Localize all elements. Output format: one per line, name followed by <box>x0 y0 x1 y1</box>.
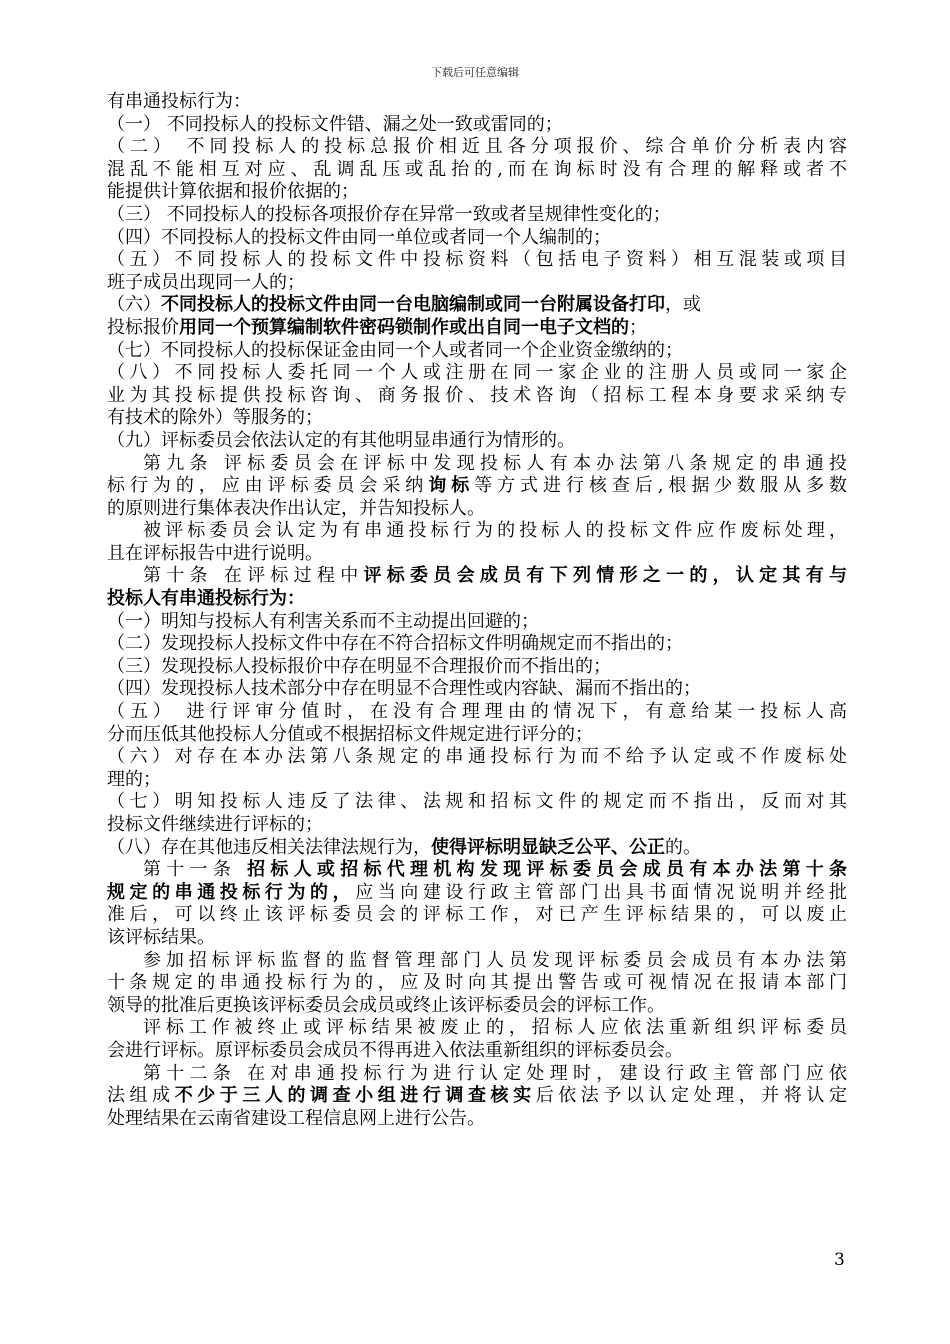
bold-text-run: 用同一个预算编制软件密码锁制作或出自同一电子文档的 <box>179 316 629 338</box>
text-run: 十条规定的串通投标行为的，应及时向其提出警告或可视情况在报请本部门 <box>107 972 847 994</box>
text-line <box>107 475 847 498</box>
text-run: 法组成 <box>107 1085 175 1107</box>
text-line <box>107 453 847 476</box>
text-run: ，或 <box>665 294 701 316</box>
text-line <box>107 1108 847 1131</box>
text-line <box>107 859 847 882</box>
text-line <box>107 340 847 363</box>
bold-text-run: 询标 <box>428 475 475 497</box>
text-line <box>107 656 847 679</box>
bold-text-run: 不同投标人的投标文件由同一台电脑编制或同一台附属设备打印 <box>161 294 665 316</box>
text-line <box>107 1063 847 1086</box>
text-line <box>107 611 847 634</box>
text-line <box>107 362 847 385</box>
text-run: 班子成员出现同一人的； <box>107 271 305 293</box>
text-line <box>107 114 847 137</box>
document-body <box>107 91 847 1130</box>
text-run: （三） 不同投标人的投标各项报价存在异常一致或者呈规律性变化的； <box>107 203 671 225</box>
text-line <box>107 927 847 950</box>
text-run: 准后，可以终止该评标委员会的评标工作，对已产生评标结果的，可以废止 <box>107 904 847 926</box>
text-line <box>107 159 847 182</box>
text-line <box>107 972 847 995</box>
text-line <box>107 837 847 860</box>
bold-text-run: 不少于三人的调查小组进行调查核实 <box>174 1085 536 1107</box>
text-line <box>107 950 847 973</box>
text-run: 分而压低其他投标人分值或不根据招标文件规定进行评分的； <box>107 723 593 745</box>
text-line <box>107 724 847 747</box>
text-run: （五）不同投标人的投标文件中投标资料（包括电子资料）相互混装或项目 <box>107 249 847 271</box>
text-line <box>107 181 847 204</box>
bold-text-run: 投标人有串通投标行为： <box>107 588 305 610</box>
text-run: 业为其投标提供投标咨询、商务报价、技术咨询（招标工程本身要求采纳专 <box>107 384 847 406</box>
text-run: （一）明知与投标人有利害关系而不主动提出回避的； <box>107 610 539 632</box>
text-run: （七）不同投标人的投标保证金由同一个人或者同一个企业资金缴纳的； <box>107 339 683 361</box>
text-line <box>107 520 847 543</box>
bold-text-run: 规定的串通投标行为的， <box>107 881 356 903</box>
text-line <box>107 791 847 814</box>
text-run: 第十一条 <box>143 859 248 881</box>
text-run: 理的； <box>107 768 161 790</box>
text-run: 等方式进行核查后,根据少数服从多数 <box>474 475 847 497</box>
text-line <box>107 204 847 227</box>
text-run: 混乱不能相互对应、乱调乱压或乱抬的,而在询标时没有合理的解释或者不 <box>107 158 847 180</box>
text-line <box>107 701 847 724</box>
text-line <box>107 588 847 611</box>
text-run: 的。 <box>665 836 701 858</box>
text-line <box>107 633 847 656</box>
text-run: （八）不同投标人委托同一个人或注册在同一家企业的注册人员或同一家企 <box>107 362 847 384</box>
text-line <box>107 678 847 701</box>
text-run: 领导的批准后更换该评标委员会成员或终止该评标委员会的评标工作。 <box>107 994 665 1016</box>
text-run: 评标工作被终止或评标结果被废止的，招标人应依法重新组织评标委员 <box>143 1017 847 1039</box>
text-run: （一） 不同投标人的投标文件错、漏之处一致或雷同的； <box>107 113 563 135</box>
text-run: （七）明知投标人违反了法律、法规和招标文件的规定而不指出，反而对其 <box>107 791 847 813</box>
text-run: 第九条 评标委员会在评标中发现投标人有本办法第八条规定的串通投 <box>143 452 847 474</box>
bold-text-run: 招标人或招标代理机构发现评标委员会成员有本办法第十条 <box>247 859 847 881</box>
text-line <box>107 136 847 159</box>
text-line <box>107 995 847 1018</box>
text-run: 且在评标报告中进行说明。 <box>107 542 323 564</box>
page-number: 3 <box>834 1250 845 1270</box>
text-run: 第十二条 在对串通投标行为进行认定处理时，建设行政主管部门应依 <box>143 1062 847 1084</box>
page-header-note: 下载后可任意编辑 <box>431 66 519 79</box>
text-run: 应当向建设行政主管部门出具书面情况说明并经批 <box>355 881 847 903</box>
text-run: （三）发现投标人投标报价中存在明显不合理报价而不指出的； <box>107 655 611 677</box>
text-line <box>107 385 847 408</box>
text-line <box>107 272 847 295</box>
text-run: 会进行评标。原评标委员会成员不得再进入依法重新组织的评标委员会。 <box>107 1039 683 1061</box>
text-line <box>107 91 847 114</box>
text-run: 投标文件继续进行评标的； <box>107 814 323 835</box>
text-line <box>107 543 847 566</box>
bold-text-run: 评标委员会成员有下列情形之一的，认定其有与 <box>363 565 847 587</box>
text-line <box>107 294 847 317</box>
text-run: 能提供计算依据和报价依据的； <box>107 181 359 203</box>
text-run: （二）发现投标人投标文件中存在不符合招标文件明确规定而不指出的； <box>107 633 683 655</box>
text-run: 参加招标评标监督的监督管理部门人员发现评标委员会成员有本办法第 <box>143 949 847 971</box>
text-run: 第十条 在评标过程中 <box>143 565 364 587</box>
text-line <box>107 1017 847 1040</box>
text-line <box>107 565 847 588</box>
text-run: 标行为的，应由评标委员会采纳 <box>107 475 429 497</box>
text-run: 处理结果在云南省建设工程信息网上进行公告。 <box>107 1107 485 1129</box>
text-run: 有技术的除外）等服务的； <box>107 407 323 429</box>
text-run: （八）存在其他违反相关法律法规行为， <box>107 836 431 858</box>
text-line <box>107 249 847 272</box>
text-line <box>107 746 847 769</box>
text-line <box>107 430 847 453</box>
text-run: 投标报价 <box>107 316 179 338</box>
text-line <box>107 317 847 340</box>
text-run: （六） <box>107 294 161 316</box>
text-line <box>107 769 847 792</box>
text-run: （二） 不同投标人的投标总报价相近且各分项报价、综合单价分析表内容 <box>107 136 847 158</box>
text-line <box>107 882 847 905</box>
text-run: （四）发现投标人技术部分中存在明显不合理性或内容缺、漏而不指出的； <box>107 678 701 700</box>
text-run: （九）评标委员会依法认定的有其他明显串通行为情形的。 <box>107 429 575 451</box>
text-run: 后依法予以认定处理，并将认定 <box>535 1085 847 1107</box>
text-line <box>107 1085 847 1108</box>
text-line <box>107 904 847 927</box>
text-run: 的原则进行集体表决作出认定，并告知投标人。 <box>107 497 485 519</box>
text-run: （四）不同投标人的投标文件由同一单位或者同一个人编制的； <box>107 226 611 248</box>
text-run: 被评标委员会认定为有串通投标行为的投标人的投标文件应作废标处理， <box>143 520 847 542</box>
text-line <box>107 814 847 837</box>
text-run: 有串通投标行为： <box>107 91 251 112</box>
bold-text-run: 使得评标明显缺乏公平、公正 <box>431 836 665 858</box>
text-line <box>107 498 847 521</box>
text-run: （六）对存在本办法第八条规定的串通投标行为而不给予认定或不作废标处 <box>107 746 847 768</box>
text-line <box>107 407 847 430</box>
text-run: 该评标结果。 <box>107 926 215 948</box>
text-run: （五） 进行评审分值时，在没有合理理由的情况下，有意给某一投标人高 <box>107 701 847 723</box>
text-run: ； <box>629 316 647 338</box>
text-line <box>107 1040 847 1063</box>
text-line <box>107 227 847 250</box>
